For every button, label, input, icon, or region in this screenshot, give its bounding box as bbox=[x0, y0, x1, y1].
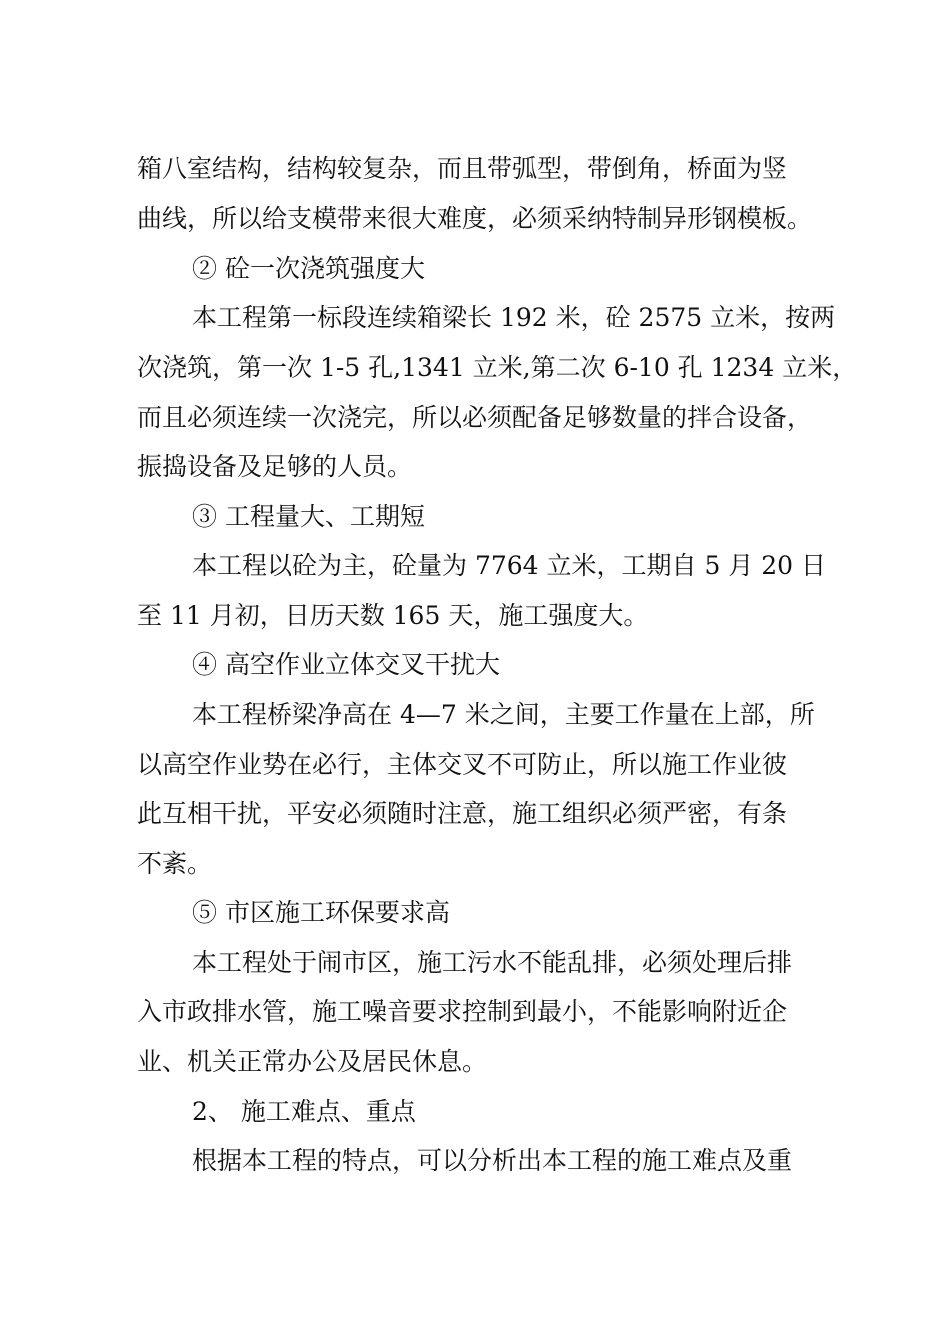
text-line-5: 次浇筑，第一次 1-5 孔,1341 立米,第二次 6-10 孔 1234 立米， bbox=[137, 353, 858, 382]
text-line-14: 此互相干扰，平安必须随时注意，施工组织必须严密，有条 bbox=[137, 799, 788, 828]
section-heading-5: ⑤ 市区施工环保要求高 bbox=[192, 898, 450, 927]
section-heading-4: ④ 高空作业立体交叉干扰大 bbox=[192, 650, 500, 679]
text-line-2: 曲线，所以给支模带来很大难度，必须采纳特制异形钢模板。 bbox=[137, 204, 813, 233]
text-line-12: 本工程桥梁净高在 4—7 米之间，主要工作量在上部，所 bbox=[192, 700, 815, 729]
text-line-15: 不紊。 bbox=[137, 849, 213, 878]
text-line-21: 根据本工程的特点，可以分析出本工程的施工难点及重 bbox=[192, 1146, 793, 1175]
text-line-6: 而且必须连续一次浇完，所以必须配备足够数量的拌合设备， bbox=[137, 403, 813, 432]
section-heading-3: ③ 工程量大、工期短 bbox=[192, 502, 425, 531]
text-line-19: 业、机关正常办公及居民休息。 bbox=[137, 1047, 488, 1076]
text-line-13: 以高空作业势在必行，主体交叉不可防止，所以施工作业彼 bbox=[137, 750, 788, 779]
text-line-1: 箱八室结构，结构较复杂，而且带弧型，带倒角，桥面为竖 bbox=[137, 154, 788, 183]
section-heading-2: ② 砼一次浇筑强度大 bbox=[192, 254, 425, 283]
text-line-10: 至 11 月初，日历天数 165 天，施工强度大。 bbox=[137, 601, 649, 630]
text-line-17: 本工程处于闹市区，施工污水不能乱排，必须处理后排 bbox=[192, 948, 793, 977]
section-heading-2-difficulties: 2、 施工难点、重点 bbox=[192, 1097, 416, 1126]
text-line-4: 本工程第一标段连续箱梁长 192 米，砼 2575 立米，按两 bbox=[192, 303, 836, 332]
text-line-9: 本工程以砼为主，砼量为 7764 立米，工期自 5 月 20 日 bbox=[192, 551, 827, 580]
text-line-18: 入市政排水管，施工噪音要求控制到最小，不能影响附近企 bbox=[137, 997, 788, 1026]
text-line-7: 振捣设备及足够的人员。 bbox=[137, 452, 413, 481]
